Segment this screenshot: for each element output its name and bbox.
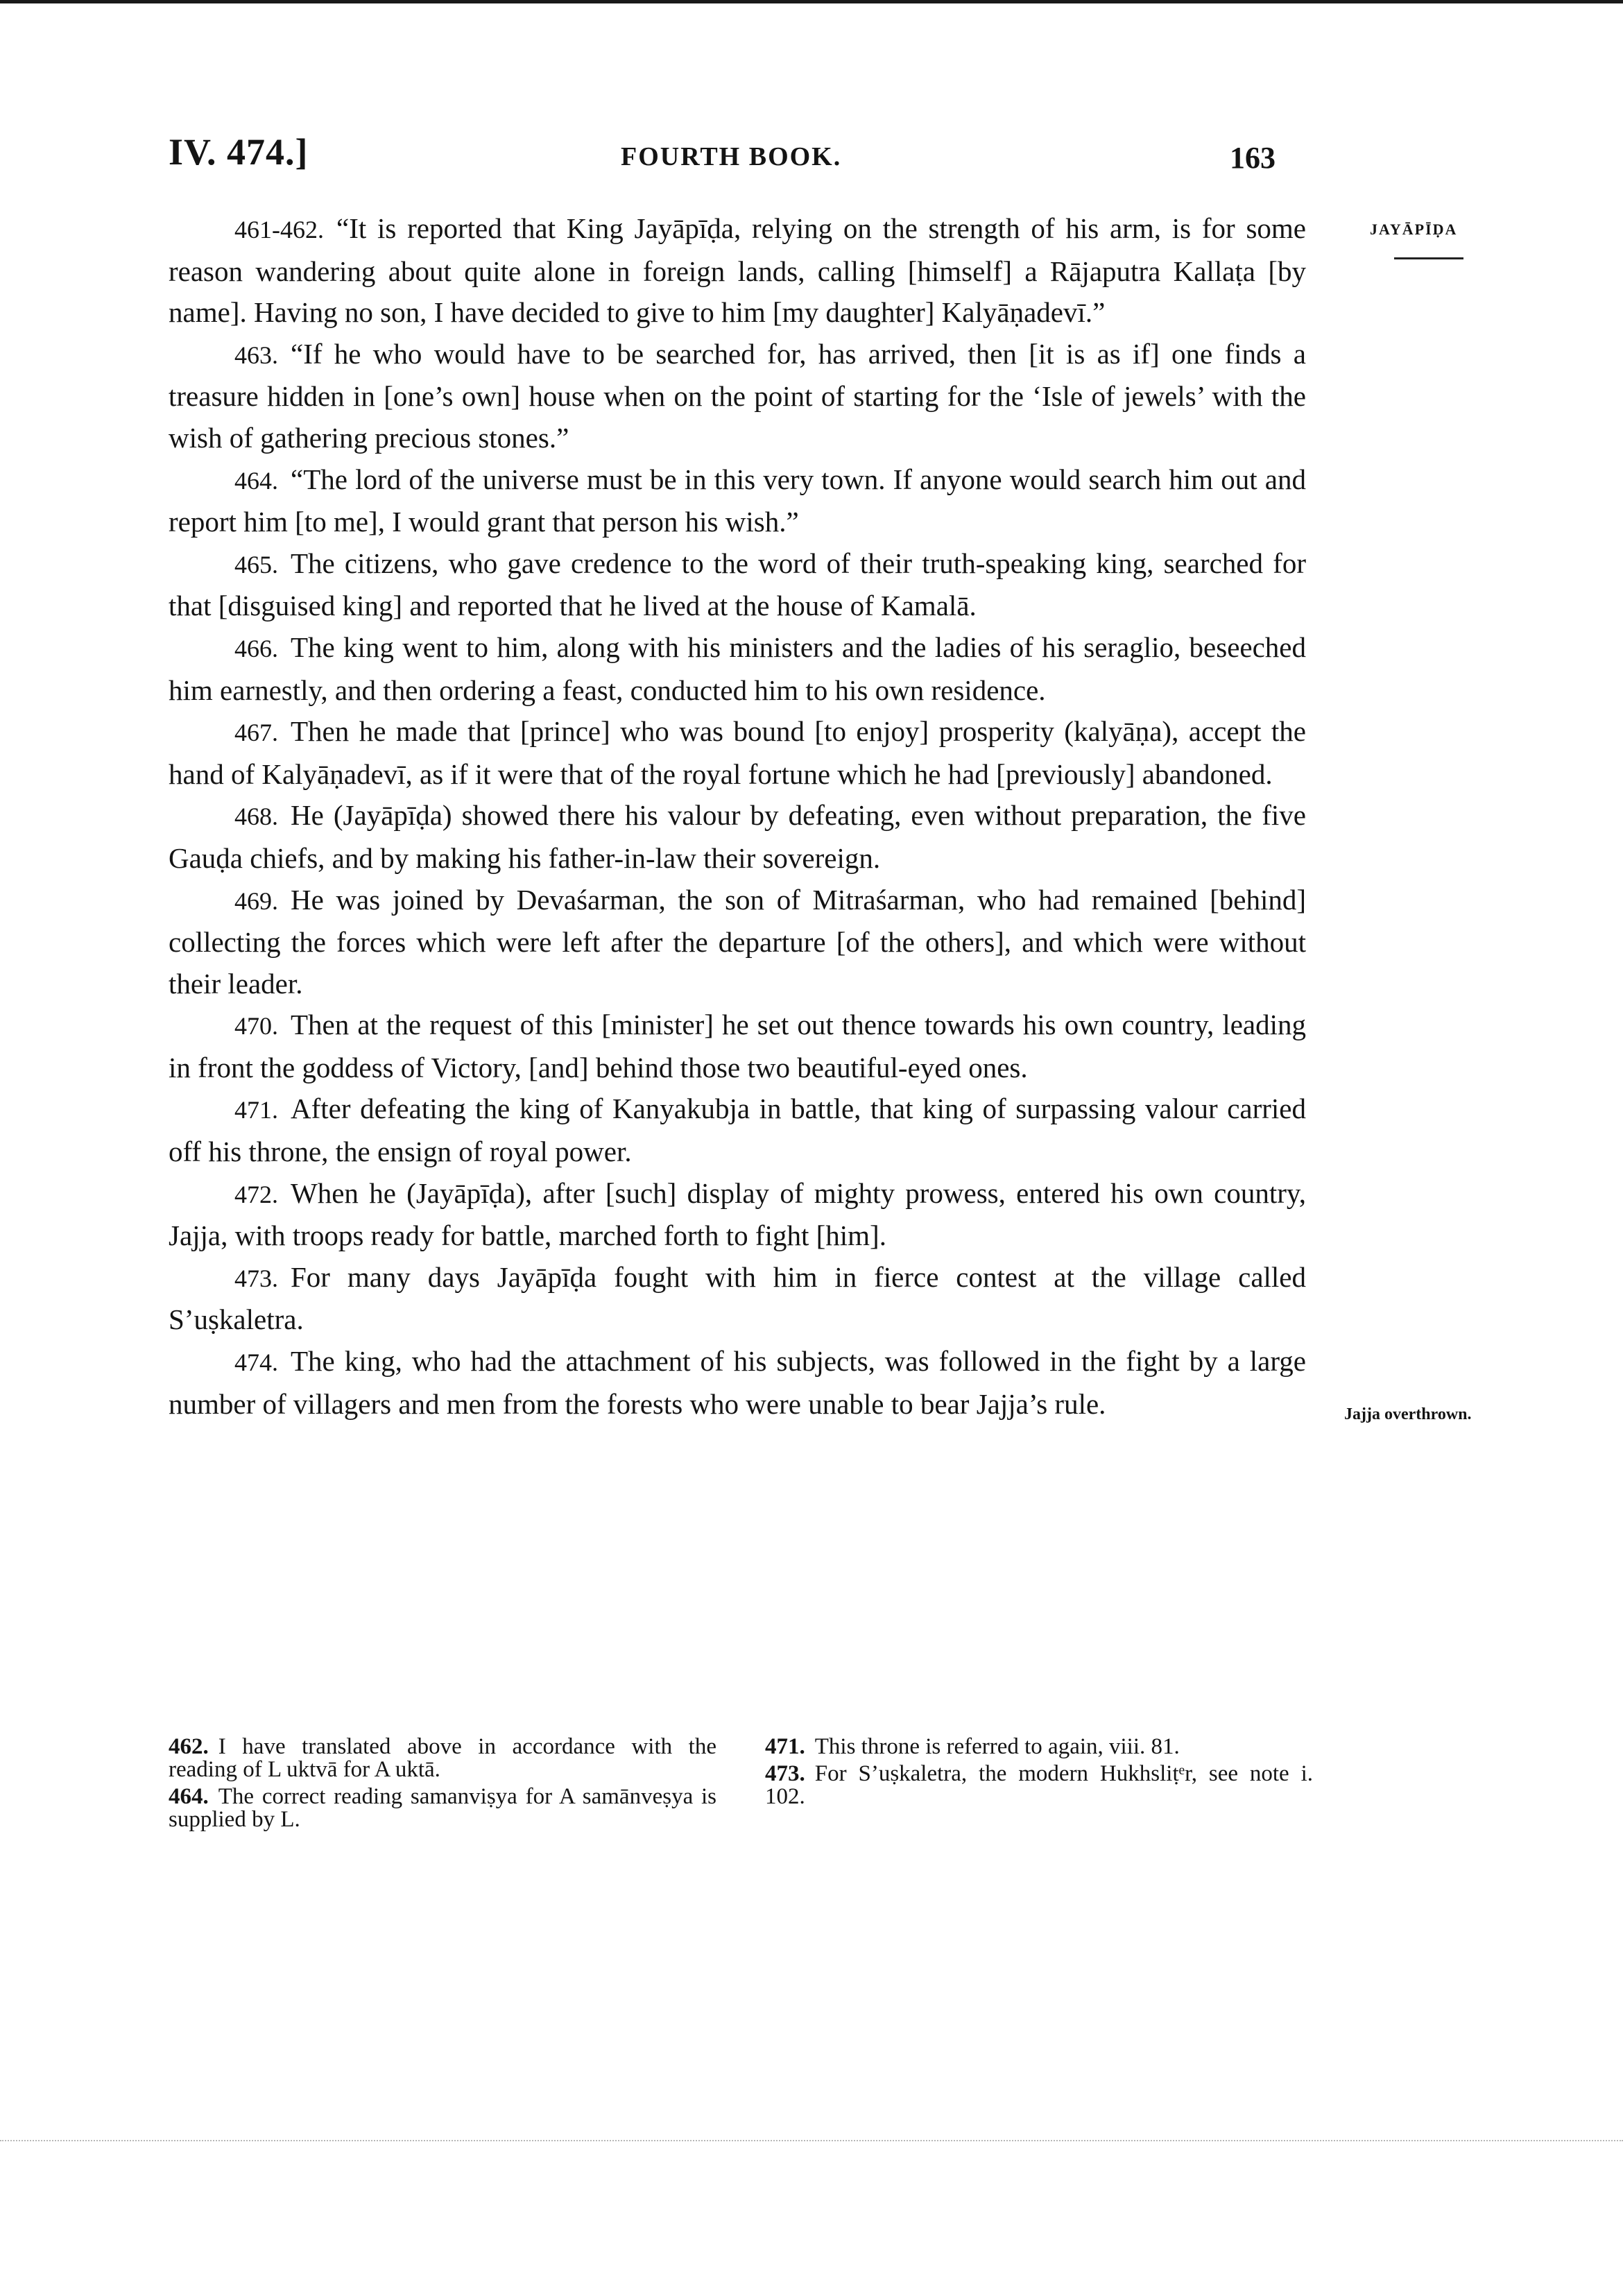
paragraph	[169, 543, 1306, 627]
side-note-jayapida: JAYĀPĪḌA	[1370, 221, 1458, 238]
verse-number: 468.	[234, 803, 278, 831]
footnote-text: I have translated above in accordance with the reading of L uktvā for A uktā.	[169, 1734, 716, 1782]
verse-number: 469.	[234, 886, 278, 915]
footnote	[169, 1736, 716, 1781]
paragraph	[169, 1004, 1306, 1088]
footnote-number: 473.	[765, 1761, 805, 1786]
paragraph	[169, 1173, 1306, 1257]
top-border-rule	[0, 0, 1623, 3]
verse-number: 470.	[234, 1012, 278, 1040]
footnotes-left-column	[169, 1736, 716, 1835]
verse-number: 461-462.	[234, 216, 324, 243]
paragraph-text: Then he made that [prince] who was bound [to enjoy] prosperity (kalyāṇa), accept the hand of Kalyāṇadevī, as if it were that of the royal fortune which he had [previously] abandoned.	[169, 715, 1306, 790]
paragraph-text: After defeating the king of Kanyakubja in battle, that king of surpassing valour carried off his throne, the ensign of royal power.	[169, 1093, 1306, 1168]
paragraph-text: He (Jayāpīḍa) showed there his valour by defeating, even without preparation, the five Gauḍa chiefs, and by making his father-in-law their sovereign.	[169, 799, 1306, 874]
page-number: 163	[1230, 141, 1276, 175]
paragraph	[169, 795, 1306, 879]
paragraph	[169, 1341, 1306, 1425]
footnotes-right-column	[765, 1736, 1313, 1813]
verse-number: 472.	[234, 1180, 278, 1208]
footnote-text: The correct reading samanviṣya for A samānveṣya is supplied by L.	[169, 1784, 716, 1832]
paragraph	[169, 627, 1306, 711]
footnote-number: 462.	[169, 1734, 209, 1759]
paragraph-text: “The lord of the universe must be in this very town. If anyone would search him out and report him [to me], I would grant that person his wish.”	[169, 463, 1306, 538]
verse-number: 463.	[234, 341, 278, 369]
paragraph	[169, 1257, 1306, 1341]
paragraph-text: The king went to him, along with his ministers and the ladies of his seraglio, beseeched him earnestly, and then ordering a feast, conducted him to his own residence.	[169, 631, 1306, 706]
page-header	[0, 130, 1623, 179]
verse-number: 473.	[234, 1264, 278, 1292]
paragraph-text: The king, who had the attachment of his subjects, was followed in the fight by a large number of villagers and men from the forests who were unable to bear Jajja’s rule.	[169, 1345, 1306, 1420]
paragraph-text: “It is reported that King Jayāpīḍa, relying on the strength of his arm, is for some reason wandering about quite alone in foreign lands, calling [himself] a Rājaputra Kallaṭa [by name]. Having no son, I have decided to give to him [my daughter] Kalyāṇadevī.”	[169, 212, 1306, 329]
paragraph-text: “If he who would have to be searched for, has arrived, then [it is as if] one finds a treasure hidden in [one’s own] house when on the point of starting for the ‘Isle of jewels’ with the wish of gathering precious stones.”	[169, 337, 1306, 454]
paragraph-text: Then at the request of this [minister] he set out thence towards his own country, leading in front the goddess of Victory, [and] behind those two beautiful-eyed ones.	[169, 1009, 1306, 1083]
paragraph-text: He was joined by Devaśarman, the son of Mitraśarman, who had remained [behind] collecting the forces which were left after the departure [of the others], and which were without their leader.	[169, 883, 1306, 1000]
verse-number: 467.	[234, 719, 278, 747]
paragraph	[169, 880, 1306, 1005]
footnote-text: For S’uṣkaletra, the modern Hukhsliṭᵉr, see note i. 102.	[765, 1761, 1313, 1809]
footnote-number: 471.	[765, 1734, 805, 1759]
header-section-ref: IV. 474.]	[169, 131, 309, 173]
footnote	[765, 1736, 1313, 1758]
footnote-text: This throne is referred to again, viii. 81.	[814, 1734, 1180, 1759]
main-text	[169, 208, 1306, 1425]
verse-number: 471.	[234, 1096, 278, 1124]
footnote	[169, 1785, 716, 1831]
footnote-number: 464.	[169, 1784, 209, 1809]
paragraph	[169, 711, 1306, 795]
verse-number: 474.	[234, 1348, 278, 1377]
side-note-jajja-overthrown: Jajja overthrown.	[1344, 1405, 1472, 1423]
footnote	[765, 1763, 1313, 1808]
paragraph	[169, 334, 1306, 459]
paragraph	[169, 459, 1306, 543]
paragraph-text: The citizens, who gave credence to the word of their truth-speaking king, searched for that [disguised king] and reported that he lived at the house of Kamalā.	[169, 547, 1306, 622]
verse-number: 465.	[234, 550, 278, 579]
paragraph	[169, 208, 1306, 334]
verse-number: 464.	[234, 466, 278, 495]
side-note-rule	[1394, 257, 1463, 259]
paragraph-text: When he (Jayāpīḍa), after [such] display of mighty prowess, entered his own country, Jajja, with troops ready for battle, marched forth to fight [him].	[169, 1176, 1306, 1252]
verse-number: 466.	[234, 634, 278, 662]
paragraph	[169, 1088, 1306, 1172]
paragraph-text: For many days Jayāpīḍa fought with him in fierce contest at the village called S’uṣkaletra.	[169, 1260, 1306, 1336]
header-book-title: FOURTH BOOK.	[621, 142, 842, 171]
scan-edge-dotted-line	[0, 2140, 1623, 2141]
